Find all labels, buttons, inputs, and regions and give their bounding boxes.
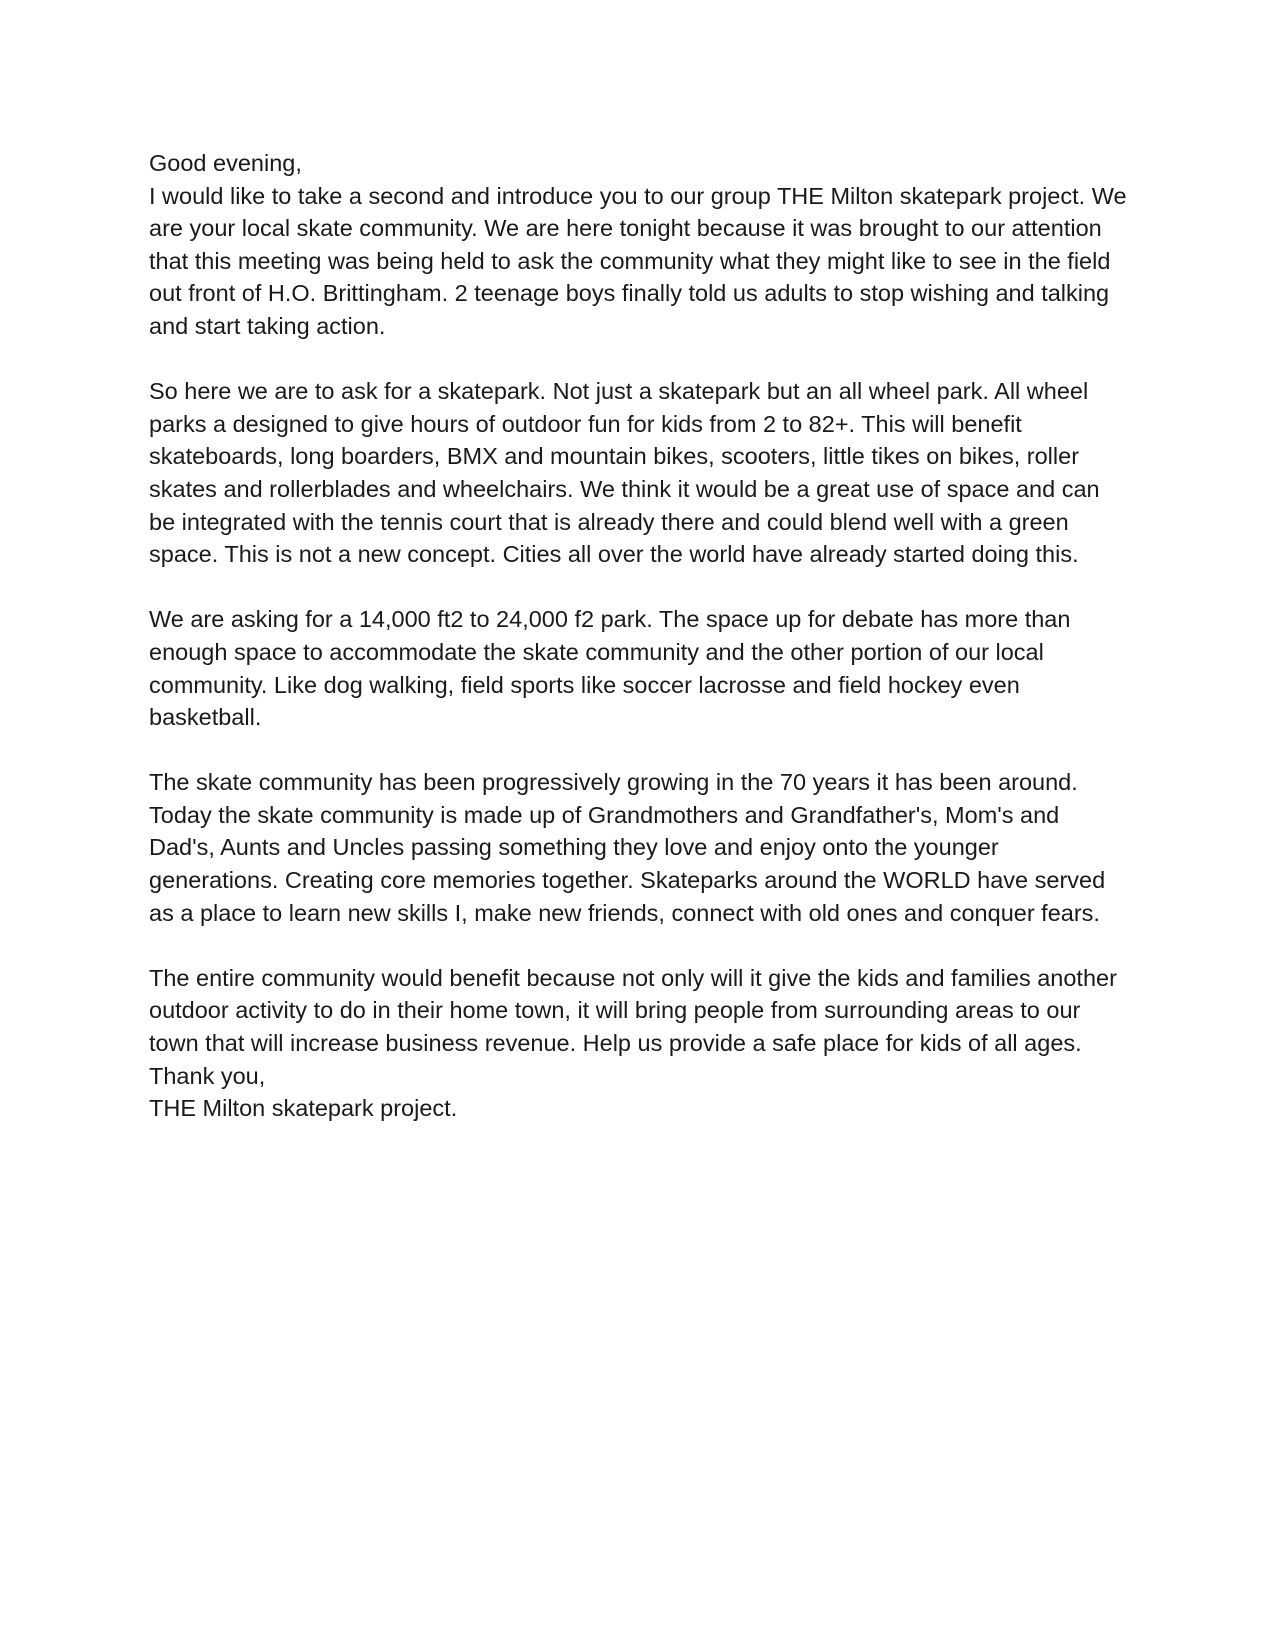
paragraph-introduction: I would like to take a second and introduce you to our group THE Milton skatepark project. We are your local skate community. We are here tonight because it was brought to our attention that this meeting was being held to ask the community what they might like to see in the field out front of H.O. Brittingham. 2 teenage boys finally told us adults to stop wishing and talking and start taking action. — [149, 182, 1127, 339]
closing: Thank you, — [149, 1062, 266, 1089]
paragraph-community: The skate community has been progressively growing in the 70 years it has been around. Today the skate community is made up of Grandmothers and Grandfather's, Mom's and Dad's, Aunts and Uncles passing something they love and enjoy onto the younger generations. Creating core memories together. Skateparks around the WORLD have served as a place to learn new skills I, make new friends, connect with old ones and conquer fears. — [149, 769, 1106, 926]
paragraph-park-size: We are asking for a 14,000 ft2 to 24,000 f2 park. The space up for debate has more than enough space to accommodate the skate community and the other portion of our local community. Like dog walking, field sports like soccer lacrosse and field hockey even basketball. — [149, 606, 1071, 731]
paragraph-spacer — [149, 734, 1129, 767]
signature: THE Milton skatepark project. — [149, 1095, 458, 1122]
paragraph-benefit: The entire community would benefit because not only will it give the kids and families another outdoor activity to do in their home town, it will bring people from surrounding areas to our town that will increase business revenue. Help us provide a safe place for kids of all ages. — [149, 964, 1117, 1057]
paragraph-request: So here we are to ask for a skatepark. Not just a skatepark but an all wheel park. All wheel parks a designed to give hours of outdoor fun for kids from 2 to 82+. This will benefit skateboards, long boarders, BMX and mountain bikes, scooters, little tikes on bikes, roller skates and rollerblades and wheelchairs. We think it would be a great use of space and can be integrated with the tennis court that is already there and could blend well with a green space. This is not a new concept. Cities all over the world have already started doing this. — [149, 378, 1100, 568]
letter-body — [149, 147, 1129, 1125]
paragraph-spacer — [149, 571, 1129, 604]
greeting: Good evening, — [149, 150, 302, 176]
paragraph-spacer — [149, 929, 1129, 962]
paragraph-spacer — [149, 343, 1129, 376]
